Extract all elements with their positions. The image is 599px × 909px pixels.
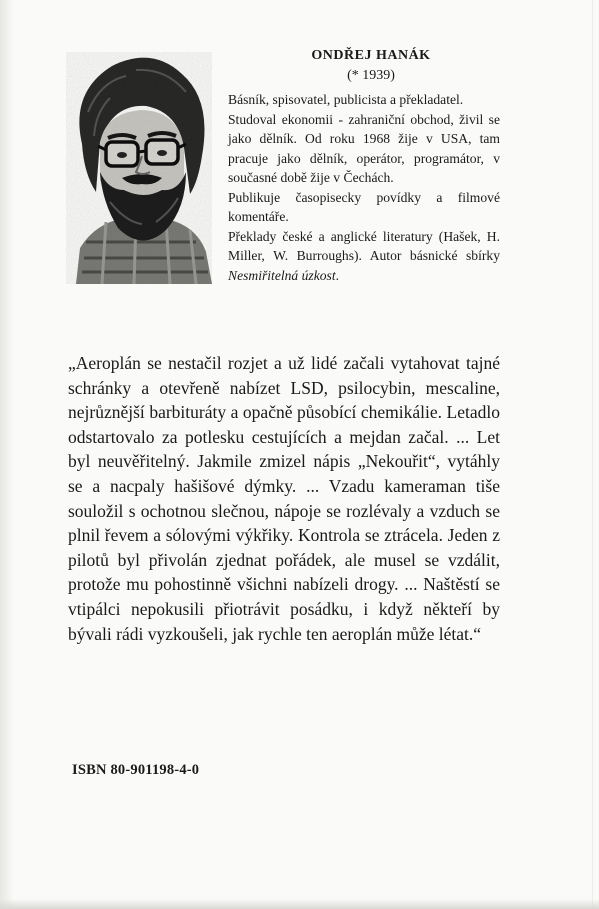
author-portrait-photo [66,52,212,284]
spine-shadow [0,0,14,909]
bio-translations: Překlady české a anglické literatury (Hašek, H. Miller, W. Burroughs). Autor básnické sbírky [228,228,500,263]
book-excerpt-quote: „Aeroplán se nestačil rozjet a už lidé začali vytahovat tajné schránky a otevřeně nabízet LSD, psilocybin, mescaline, nejrůznější barbituráty a opačně působící chemikálie. Letadlo odstartovalo za potlesku cestujících a mejdan začal. ... Let byl neuvěřitelný. Jakmile zmizel nápis „Nekouřit“, vytáhly se a nacpaly hašišové dýmky. ... Vzadu kameraman tiše souložil s ochotnou slečnou, nápoje se rozlévaly a vzduch se plnil řevem a sólovými výkřiky. Kontrola se ztrácela. Jeden z pilotů byl přivolán zjednat pořádek, ale musel se vzdálit, protože mu pohostinně všichni nabízeli drogy. ... Naštěstí se vtipálci nepokusili přiotrávit posádku, i když někteří by bývali rádi vyzkoušeli, jak rychle ten aeroplán může létat.“ [68,353,500,644]
bio-line: Publikuje časopisecky povídky a filmové komentáře. [228,189,500,224]
bio-book-suffix: . [335,267,340,283]
bio-line: Básník, spisovatel, publicista a překladatel. [228,92,464,107]
author-birth-year: (* 1939) [347,68,395,83]
author-name: ONDŘEJ HANÁK [311,48,431,63]
bio-line-last [228,227,500,286]
page-edge [592,0,593,909]
bottom-edge-shadow [0,899,599,909]
author-info [228,46,500,285]
bio-line: Studoval ekonomii - zahraniční obchod, živil se jako dělník. Od roku 1968 žije v USA, tam pracuje jako dělník, operátor, programátor, v současné době žije v Čechách. [228,111,500,185]
author-biography [228,90,500,285]
portrait-illustration [66,52,212,284]
isbn-number: ISBN 80-901198-4-0 [72,762,200,778]
bio-book-title: Nesmiřitelná úzkost [228,267,336,283]
